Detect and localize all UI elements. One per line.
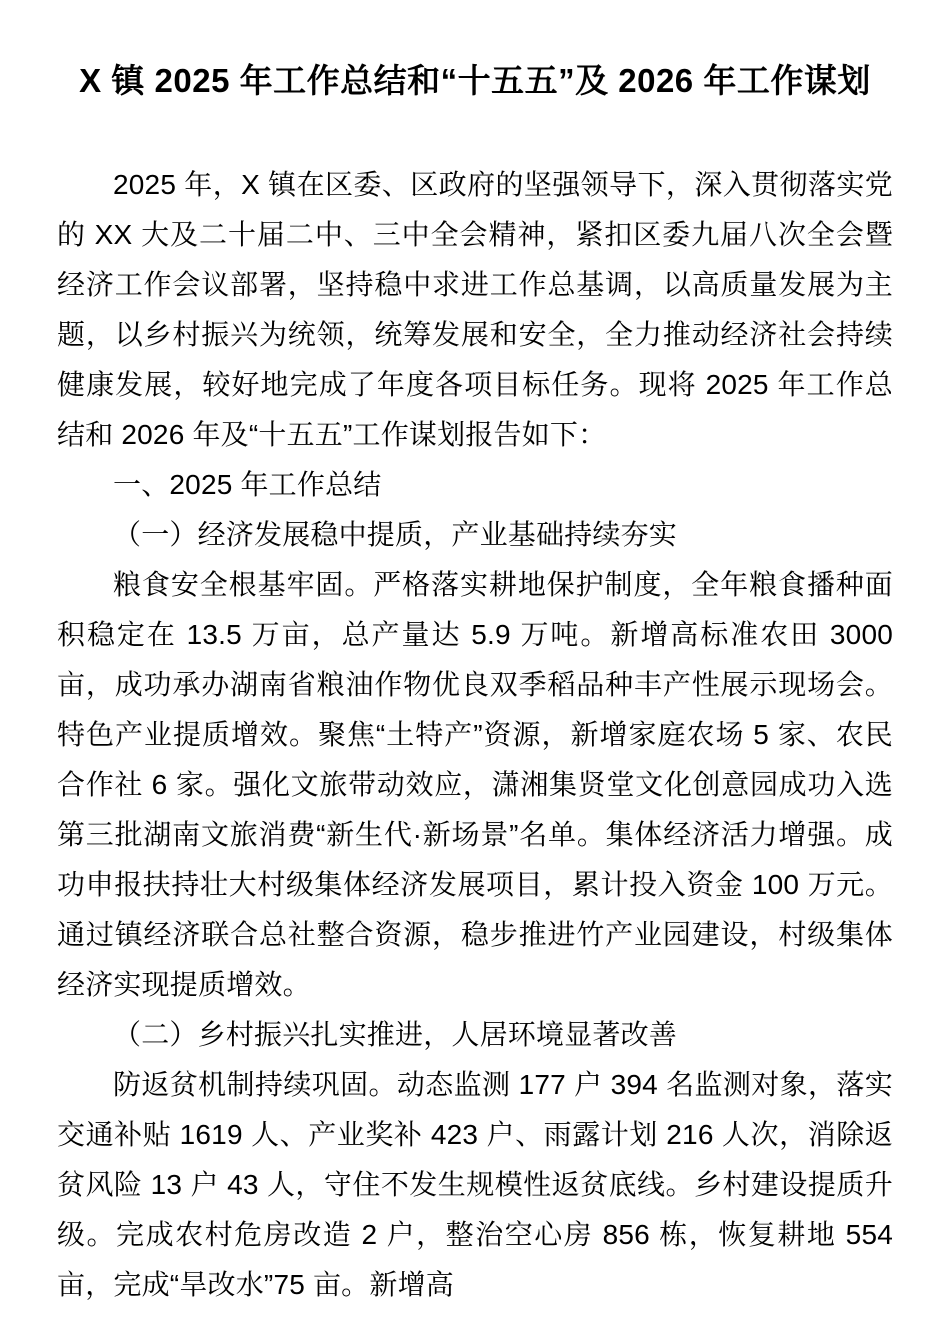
document-body (57, 0, 893, 1310)
title-spacer (57, 104, 893, 160)
section-heading-1: 一、2025 年工作总结 (113, 469, 382, 500)
page-title: X 镇 2025 年工作总结和“十五五”及 2026 年工作谋划 (79, 62, 871, 99)
paragraph-intro: 2025 年，X 镇在区委、区政府的坚强领导下，深入贯彻落实党的 XX 大及二十届二中、三中全会精神，紧扣区委九届八次全会暨经济工作会议部署，坚持稳中求进工作总基调，以高质量发展为主题，以乡村振兴为统领，统筹发展和安全，全力推动经济社会持续健康发展，较好地完成了年度各项目标任务。现将 2025 年工作总结和 2026 年及“十五五”工作谋划报告如下： (57, 169, 893, 450)
paragraph-body-1-1: 粮食安全根基牢固。严格落实耕地保护制度，全年粮食播种面积稳定在 13.5 万亩，总产量达 5.9 万吨。新增高标准农田 3000 亩，成功承办湖南省粮油作物优良双季稻品种丰产性展示现场会。特色产业提质增效。聚焦“土特产”资源，新增家庭农场 5 家、农民合作社 6 家。强化文旅带动效应，潇湘集贤堂文化创意园成功入选第三批湖南文旅消费“新生代·新场景”名单。集体经济活力增强。成功申报扶持壮大村级集体经济发展项目，累计投入资金 100 万元。通过镇经济联合总社整合资源，稳步推进竹产业园建设，村级集体经济实现提质增效。 (57, 569, 893, 1000)
subsection-heading-1-2: （二）乡村振兴扎实推进，人居环境显著改善 (113, 1019, 678, 1050)
paragraph-body-1-2: 防返贫机制持续巩固。动态监测 177 户 394 名监测对象，落实交通补贴 1619 人、产业奖补 423 户、雨露计划 216 人次，消除返贫风险 13 户 43 人，守住不发生规模性返贫底线。乡村建设提质升级。完成农村危房改造 2 户，整治空心房 856 栋，恢复耕地 554 亩，完成“旱改水”75 亩。新增高 (57, 1069, 893, 1300)
subsection-heading-1-1: （一）经济发展稳中提质，产业基础持续夯实 (113, 519, 678, 550)
